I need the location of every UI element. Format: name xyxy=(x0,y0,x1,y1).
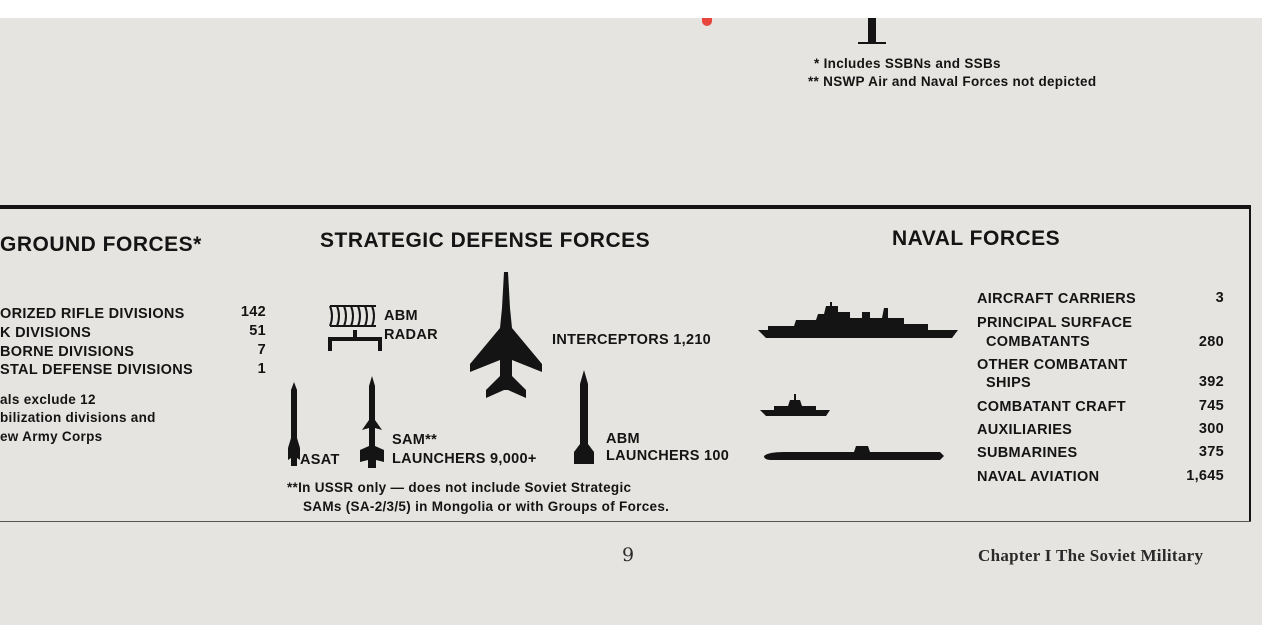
red-mark-fragment xyxy=(702,18,712,26)
strategic-footnote-line: SAMs (SA-2/3/5) in Mongolia or with Groups of Forces. xyxy=(303,499,670,514)
naval-row-value: 375 xyxy=(1198,444,1224,460)
naval-row-label: PRINCIPAL SURFACE xyxy=(977,315,1133,331)
interceptors-label: INTERCEPTORS 1,210 xyxy=(552,332,712,348)
ground-row-value: 142 xyxy=(240,304,266,320)
ground-note-line: als exclude 12 xyxy=(0,392,96,407)
naval-row-value: 3 xyxy=(1215,290,1224,306)
sam-launcher-icon xyxy=(356,376,388,470)
top-icon-base xyxy=(858,42,886,44)
ground-forces-title: GROUND FORCES* xyxy=(0,233,202,256)
footnote-ssbn: * Includes SSBNs and SSBs xyxy=(814,56,1001,71)
abm-radar-label: ABM xyxy=(384,308,418,324)
ground-row-label: BORNE DIVISIONS xyxy=(0,344,135,360)
strategic-defense-title: STRATEGIC DEFENSE FORCES xyxy=(320,229,651,252)
abm-radar-icon xyxy=(326,304,384,362)
naval-row-value: 392 xyxy=(1198,374,1224,390)
asat-label: ASAT xyxy=(300,452,340,468)
naval-row-label: SUBMARINES xyxy=(977,445,1078,461)
chapter-heading: Chapter I The Soviet Military xyxy=(978,546,1204,565)
ground-row-value: 1 xyxy=(257,361,266,377)
naval-row-label-cont: COMBATANTS xyxy=(986,334,1090,350)
sam-label-bottom: LAUNCHERS 9,000+ xyxy=(392,451,537,467)
page-number: 9 xyxy=(622,544,635,566)
surface-combatant-ship-icon xyxy=(758,298,958,340)
sam-label-top: SAM** xyxy=(392,432,438,448)
naval-row-label: OTHER COMBATANT xyxy=(977,357,1128,373)
naval-row-value: 1,645 xyxy=(1186,468,1224,484)
section-divider xyxy=(0,205,1250,209)
naval-forces-title: NAVAL FORCES xyxy=(892,227,1061,250)
interceptor-jet-icon xyxy=(468,272,544,400)
ground-row-label: STAL DEFENSE DIVISIONS xyxy=(0,362,193,378)
abm-launchers-label-top: ABM xyxy=(606,431,640,447)
document-page xyxy=(0,18,1262,625)
abm-radar-label: RADAR xyxy=(384,327,438,343)
naval-row-label: COMBATANT CRAFT xyxy=(977,399,1126,415)
ground-row-value: 51 xyxy=(249,323,266,339)
naval-row-value: 280 xyxy=(1198,334,1224,350)
bleed-through-texture xyxy=(30,30,630,210)
naval-row-label-cont: SHIPS xyxy=(986,375,1032,391)
ground-row-label: ORIZED RIFLE DIVISIONS xyxy=(0,306,185,322)
strategic-footnote-line: **In USSR only — does not include Soviet Strategic xyxy=(287,480,632,495)
ground-row-value: 7 xyxy=(257,342,266,358)
abm-launcher-icon xyxy=(570,370,598,466)
naval-row-label: AUXILIARIES xyxy=(977,422,1073,438)
submarine-icon xyxy=(764,444,944,462)
top-icon-fragment xyxy=(868,18,876,44)
naval-row-value: 745 xyxy=(1198,398,1224,414)
naval-row-label: NAVAL AVIATION xyxy=(977,469,1100,485)
abm-launchers-label-bottom: LAUNCHERS 100 xyxy=(606,448,730,464)
naval-row-value: 300 xyxy=(1198,421,1224,437)
combatant-craft-icon xyxy=(760,394,830,418)
ground-note-line: ew Army Corps xyxy=(0,429,103,444)
right-border xyxy=(1249,205,1251,522)
naval-row-label: AIRCRAFT CARRIERS xyxy=(977,291,1136,307)
bottom-rule xyxy=(0,521,1251,522)
ground-note-line: bilization divisions and xyxy=(0,410,156,425)
footnote-nswp: ** NSWP Air and Naval Forces not depicted xyxy=(808,74,1097,89)
ground-row-label: K DIVISIONS xyxy=(0,325,92,341)
